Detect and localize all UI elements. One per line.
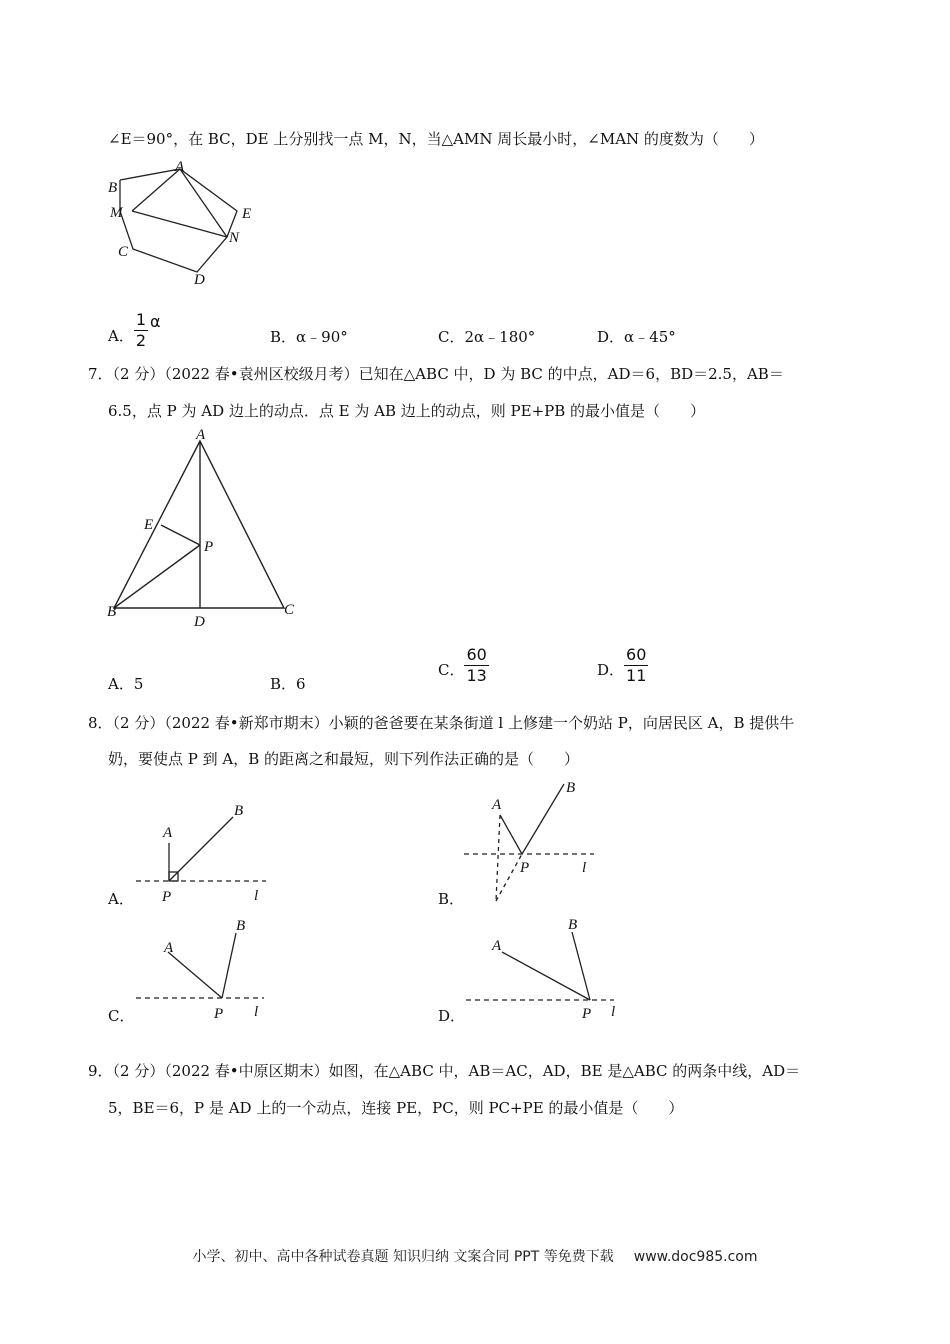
- q7-option-a[interactable]: A．5: [108, 675, 144, 693]
- q6-figure-outline: [120, 169, 237, 272]
- q6-line-mn: [132, 211, 227, 237]
- q8b-dashed-reflection: [496, 815, 500, 901]
- q8d-line-pb: [572, 932, 590, 1000]
- q8c-line-pb: [222, 933, 236, 998]
- footer-text: 小学、初中、高中各种试卷真题 知识归纳 文案合同 PPT 等免费下载: [192, 1249, 614, 1265]
- q8d-label-p: P: [582, 1006, 592, 1022]
- q8c-label-a: A: [164, 940, 174, 956]
- q6-label-b: B: [108, 180, 118, 196]
- q8b-line-pb: [522, 784, 564, 854]
- q8-option-d-figure: [460, 912, 630, 1027]
- q8d-line-ap: [502, 952, 590, 1000]
- q8-stem-line2: 奶，要使点 P 到 A，B 的距离之和最短，则下列作法正确的是（ ）: [108, 750, 580, 768]
- q7-line-bp: [114, 545, 200, 608]
- q6-label-n: N: [229, 230, 240, 246]
- q6-option-a-label: A．: [108, 327, 134, 345]
- q9-stem-line1: 9．（2 分）（2022 春•中原区期末）如图，在△ABC 中，AB＝AC，AD，BE 是△ABC 的两条中线，AD＝: [88, 1062, 801, 1080]
- q6-label-d: D: [194, 272, 205, 288]
- q8b-dashed-connector: [496, 854, 522, 901]
- q6-figure-pentagon: [100, 155, 270, 290]
- q8d-label-a: A: [492, 938, 502, 954]
- q7-label-e: E: [144, 517, 154, 533]
- q9-stem-line2: 5，BE＝6，P 是 AD 上的一个动点，连接 PE，PC，则 PC+PE 的最小值是（ ）: [108, 1099, 684, 1117]
- q6-option-a-alpha: α: [150, 312, 161, 331]
- page-footer: [0, 1246, 950, 1266]
- q7-option-c[interactable]: C． $\frac{60}{13}$: [438, 645, 487, 685]
- q8c-label-l: l: [254, 1004, 259, 1020]
- q8a-label-p: P: [162, 889, 172, 905]
- q6-option-b[interactable]: B．α﹣90°: [270, 328, 348, 346]
- q6-line-am: [132, 169, 180, 211]
- q7-triangle-abc: [114, 441, 284, 608]
- q6-option-a[interactable]: [108, 312, 161, 349]
- q8d-label-l: l: [611, 1004, 616, 1020]
- q8a-label-b: B: [234, 803, 244, 819]
- q7-option-c-fraction: $\frac{60}{13}$: [466, 645, 487, 685]
- q8c-label-b: B: [236, 918, 246, 934]
- q7-line-ep: [161, 525, 200, 545]
- q8-option-b-figure: [460, 775, 610, 910]
- q7-label-a: A: [196, 427, 206, 443]
- q7-stem-line2: 6.5，点 P 为 AD 边上的动点．点 E 为 AB 边上的动点，则 PE+PB 的最小值是（ ）: [108, 402, 706, 420]
- q6-label-a: A: [175, 159, 185, 175]
- q8-option-c[interactable]: C．: [108, 1007, 135, 1025]
- q7-option-b[interactable]: B．6: [270, 675, 306, 693]
- q6-label-e: E: [242, 206, 252, 222]
- q7-label-p: P: [204, 539, 214, 555]
- q8-option-c-figure: [130, 912, 280, 1027]
- q6-line-an: [180, 169, 227, 237]
- q8a-label-l: l: [254, 888, 259, 904]
- q8b-label-a: A: [492, 797, 502, 813]
- q7-stem-line1: 7．（2 分）（2022 春•袁州区校级月考）已知在△ABC 中，D 为 BC 的中点，AD＝6，BD＝2.5，AB＝: [88, 365, 784, 383]
- q6-option-a-fraction: $\frac{1}{2}$: [135, 310, 147, 350]
- footer-url[interactable]: www.doc985.com: [633, 1249, 758, 1265]
- q6-label-m: M: [110, 205, 123, 221]
- q8d-label-b: B: [568, 917, 578, 933]
- q7-label-d: D: [194, 614, 205, 630]
- q8-option-a-figure: [130, 795, 280, 910]
- q7-option-d[interactable]: D． $\frac{60}{11}$: [597, 645, 647, 685]
- q7-label-c: C: [284, 602, 295, 618]
- q8-option-a[interactable]: A．: [108, 890, 134, 908]
- q7-figure-triangle: [100, 425, 310, 630]
- q8b-label-l: l: [582, 860, 587, 876]
- q8c-line-ap: [168, 952, 222, 998]
- q8c-label-p: P: [214, 1006, 224, 1022]
- q6-option-d[interactable]: D．α﹣45°: [597, 328, 676, 346]
- q8-stem-line1: 8．（2 分）（2022 春•新郑市期末）小颖的爸爸要在某条街道 l 上修建一个奶站 P，向居民区 A，B 提供牛: [88, 714, 795, 732]
- q8-option-b[interactable]: B．: [438, 890, 465, 908]
- q7-label-b: B: [107, 604, 117, 620]
- q6-label-c: C: [118, 244, 129, 260]
- q6-stem-tail: ∠E＝90°，在 BC，DE 上分别找一点 M，N，当△AMN 周长最小时，∠MAN 的度数为（ ）: [108, 130, 764, 148]
- q8a-label-a: A: [163, 825, 173, 841]
- q6-option-c[interactable]: C．2α﹣180°: [438, 328, 536, 346]
- q8b-label-p: P: [520, 860, 530, 876]
- q8-option-d[interactable]: D．: [438, 1007, 466, 1025]
- q8b-label-b: B: [566, 780, 576, 796]
- q7-option-d-fraction: $\frac{60}{11}$: [626, 645, 647, 685]
- q8b-line-ap: [500, 815, 522, 854]
